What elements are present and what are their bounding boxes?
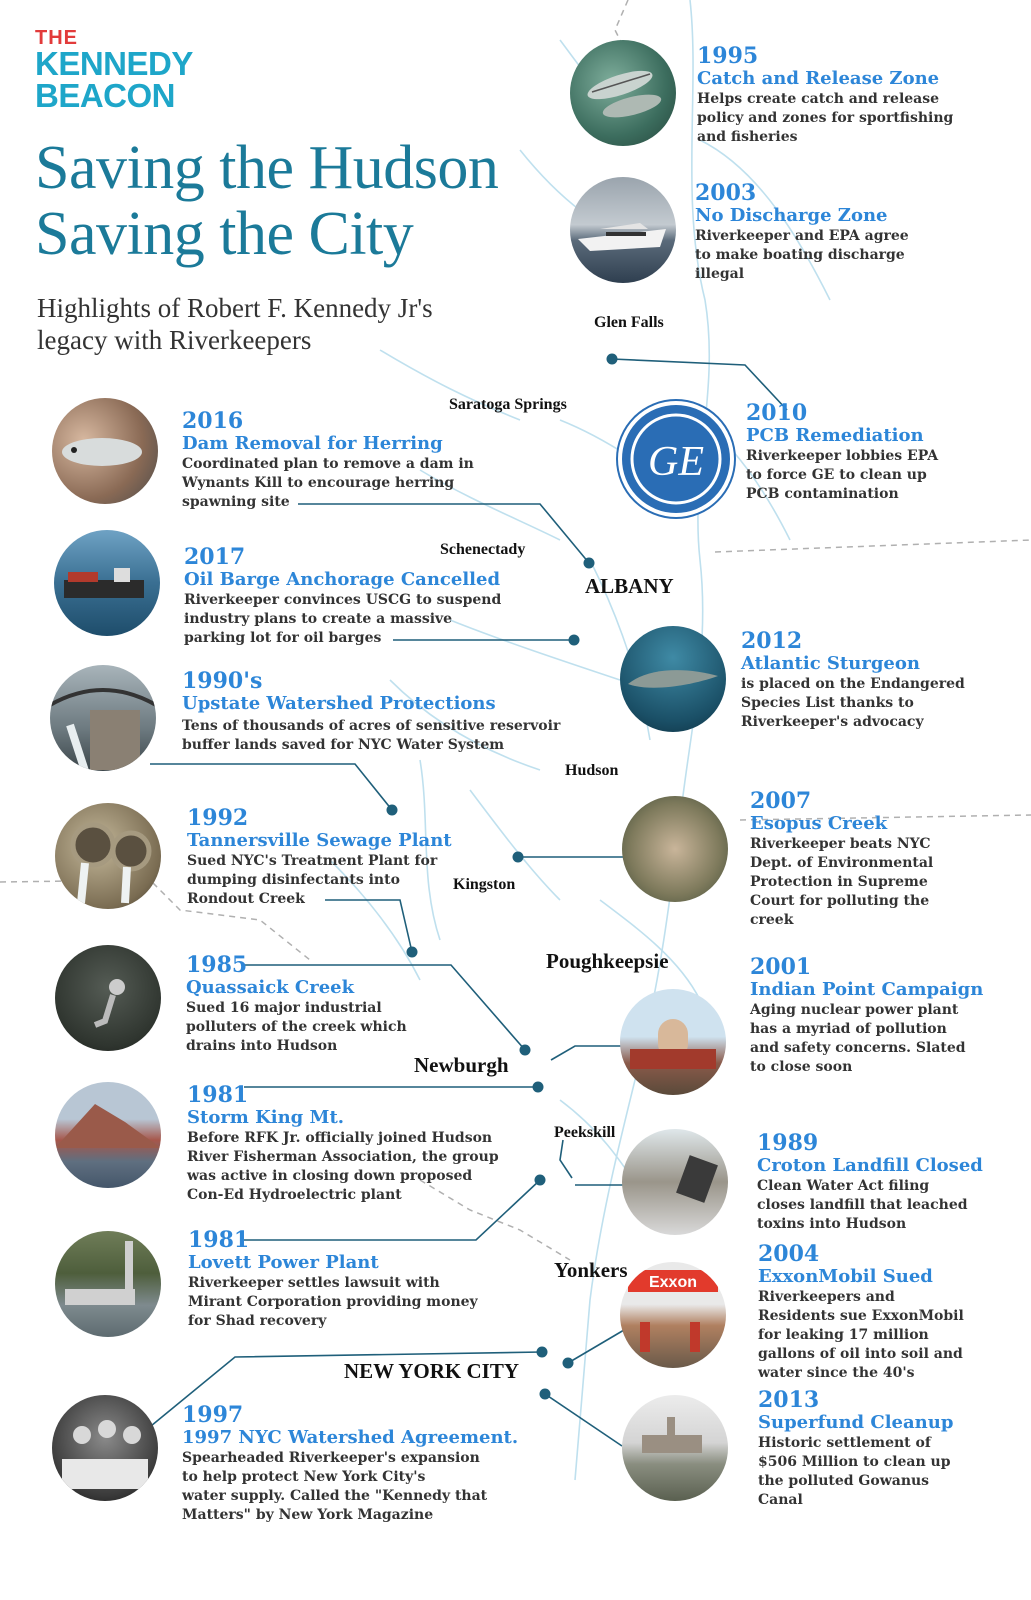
timeline-entry bbox=[182, 669, 560, 755]
city-label: Hudson bbox=[565, 762, 619, 779]
timeline-entry bbox=[188, 1228, 478, 1331]
entry-description: Riverkeeper beats NYC Dept. of Environmental Protection in Supreme Court for polluting the creek bbox=[750, 836, 934, 928]
entry-year: 2007 bbox=[750, 788, 812, 814]
entry-heading: PCB Remediation bbox=[746, 425, 924, 446]
entry-description: Riverkeeper and EPA agree to make boating discharge illegal bbox=[695, 228, 909, 282]
entry-year: 1997 bbox=[182, 1402, 244, 1428]
timeline-entry bbox=[187, 806, 452, 909]
city-label: NEW YORK CITY bbox=[344, 1359, 520, 1383]
landfill-photo-icon bbox=[622, 1129, 728, 1235]
city-label: Saratoga Springs bbox=[449, 396, 567, 413]
timeline-entry bbox=[184, 545, 501, 648]
timeline-entry bbox=[750, 789, 933, 930]
entry-year: 1990's bbox=[182, 668, 263, 694]
entry-heading: 1997 NYC Watershed Agreement. bbox=[182, 1427, 519, 1448]
entry-heading: Tannersville Sewage Plant bbox=[187, 830, 452, 851]
entry-description: Clean Water Act filing closes landfill that leached toxins into Hudson bbox=[757, 1178, 968, 1232]
brand-logo bbox=[35, 28, 193, 112]
entry-heading: Croton Landfill Closed bbox=[757, 1155, 983, 1176]
entry-heading: Lovett Power Plant bbox=[188, 1252, 379, 1273]
entry-year: 1981 bbox=[188, 1227, 250, 1253]
entry-description: Riverkeeper lobbies EPA to force GE to clean up PCB contamination bbox=[746, 448, 939, 502]
entry-description: Riverkeeper settles lawsuit with Mirant Corporation providing money for Shad recovery bbox=[188, 1275, 478, 1329]
boat-photo-icon bbox=[570, 177, 676, 283]
timeline-entry bbox=[186, 953, 407, 1056]
city-label: ALBANY bbox=[585, 574, 674, 598]
power-plant-photo-icon bbox=[55, 1231, 161, 1337]
entry-description: Riverkeeper convinces USCG to suspend industry plans to create a massive parking lot for oil barges bbox=[184, 592, 502, 646]
subtitle-line1: Highlights of Robert F. Kennedy Jr's bbox=[37, 293, 433, 323]
subtitle-line2: legacy with Riverkeepers bbox=[37, 325, 312, 355]
signing-photo-icon bbox=[52, 1395, 158, 1501]
timeline-entry bbox=[187, 1083, 499, 1205]
entry-description: Tens of thousands of acres of sensitive reservoir buffer lands saved for NYC Water System bbox=[182, 718, 561, 753]
worker-photo-icon bbox=[55, 945, 161, 1051]
exxon-station-photo-icon bbox=[620, 1262, 726, 1368]
city-label: Yonkers bbox=[554, 1258, 628, 1282]
entry-year: 1992 bbox=[187, 805, 249, 831]
brand-the: THE bbox=[35, 27, 78, 49]
timeline-entry bbox=[757, 1131, 983, 1234]
entry-description: Riverkeepers and Residents sue ExxonMobil for leaking 17 million gallons of oil into soil and water since the 40's bbox=[758, 1289, 964, 1381]
entry-heading: Upstate Watershed Protections bbox=[182, 693, 496, 714]
entry-heading: Dam Removal for Herring bbox=[182, 433, 443, 454]
entry-year: 1981 bbox=[187, 1082, 249, 1108]
city-label: Poughkeepsie bbox=[546, 949, 669, 973]
timeline-entry bbox=[758, 1388, 953, 1510]
entry-heading: Esopus Creek bbox=[750, 813, 888, 834]
entry-year: 1989 bbox=[757, 1130, 819, 1156]
pipes-photo-icon bbox=[55, 803, 161, 909]
sturgeon-photo-icon bbox=[620, 626, 726, 732]
entry-heading: Storm King Mt. bbox=[187, 1107, 345, 1128]
mountain-photo-icon bbox=[55, 1082, 161, 1188]
ge-logo-icon bbox=[618, 401, 734, 517]
entry-heading: Atlantic Sturgeon bbox=[741, 653, 920, 674]
entry-description: is placed on the Endangered Species List thanks to Riverkeeper's advocacy bbox=[741, 676, 965, 730]
entry-heading: Catch and Release Zone bbox=[697, 68, 940, 89]
entry-year: 2010 bbox=[746, 400, 808, 426]
page-title bbox=[35, 135, 498, 267]
entry-heading: Quassaick Creek bbox=[186, 977, 355, 998]
entry-description: Helps create catch and release policy and zones for sportfishing and fisheries bbox=[697, 91, 954, 145]
entry-year: 2017 bbox=[184, 544, 246, 570]
dam-photo-icon bbox=[50, 665, 156, 771]
timeline-entry bbox=[750, 955, 983, 1077]
entry-description: Coordinated plan to remove a dam in Wynants Kill to encourage herring spawning site bbox=[182, 456, 474, 510]
entry-year: 2003 bbox=[695, 180, 757, 206]
entry-year: 1995 bbox=[697, 43, 759, 69]
nuclear-plant-photo-icon bbox=[620, 989, 726, 1095]
entry-year: 2001 bbox=[750, 954, 812, 980]
ge-logo-text: GE bbox=[648, 439, 704, 485]
entry-heading: Indian Point Campaign bbox=[750, 979, 984, 1000]
entry-description: Sued NYC's Treatment Plant for dumping disinfectants into Rondout Creek bbox=[187, 853, 438, 907]
entry-description: Sued 16 major industrial polluters of the creek which drains into Hudson bbox=[186, 1000, 407, 1054]
title-line2: Saving the City bbox=[35, 200, 414, 268]
timeline-entry bbox=[182, 409, 474, 512]
fish-photo-icon bbox=[570, 40, 676, 146]
city-label: Peekskill bbox=[554, 1124, 616, 1141]
entry-year: 1985 bbox=[186, 952, 248, 978]
entry-heading: Superfund Cleanup bbox=[758, 1412, 954, 1433]
brand-line2: BEACON bbox=[35, 77, 176, 114]
timeline-entry bbox=[746, 401, 938, 504]
city-label: Glen Falls bbox=[594, 314, 664, 331]
entry-description: Before RFK Jr. officially joined Hudson River Fisherman Association, the group was active in closing down proposed Con-Ed Hydroelectric plant bbox=[187, 1130, 499, 1203]
timeline-entry bbox=[758, 1242, 964, 1383]
canal-photo-icon bbox=[622, 1395, 728, 1501]
entry-year: 2016 bbox=[182, 408, 244, 434]
city-label: Kingston bbox=[453, 876, 516, 893]
entry-description: Aging nuclear power plant has a myriad of pollution and safety concerns. Slated to close soon bbox=[750, 1002, 966, 1075]
timeline-entry bbox=[695, 181, 909, 284]
entry-description: Historic settlement of $506 Million to clean up the polluted Gowanus Canal bbox=[758, 1435, 951, 1508]
timeline-entry bbox=[741, 629, 965, 732]
entry-year: 2013 bbox=[758, 1387, 820, 1413]
entry-description: Spearheaded Riverkeeper's expansion to help protect New York City's water supply. Called the "Kennedy that Matters" by New York Magazine bbox=[182, 1450, 488, 1523]
entry-heading: ExxonMobil Sued bbox=[758, 1266, 933, 1287]
timeline-entry bbox=[182, 1403, 518, 1525]
timeline-entry bbox=[697, 44, 953, 147]
entry-year: 2012 bbox=[741, 628, 803, 654]
page-subtitle bbox=[37, 292, 433, 356]
title-line1: Saving the Hudson bbox=[35, 134, 499, 202]
exxon-logo-text: Exxon bbox=[648, 1274, 698, 1291]
city-label: Newburgh bbox=[414, 1053, 509, 1077]
entry-year: 2004 bbox=[758, 1241, 820, 1267]
entry-heading: No Discharge Zone bbox=[695, 205, 888, 226]
brand-line1: KENNEDY bbox=[35, 45, 193, 82]
entry-heading: Oil Barge Anchorage Cancelled bbox=[184, 569, 501, 590]
herring-photo-icon bbox=[52, 398, 158, 504]
city-label: Schenectady bbox=[440, 541, 526, 558]
creek-photo-icon bbox=[622, 796, 728, 902]
barge-photo-icon bbox=[54, 530, 160, 636]
